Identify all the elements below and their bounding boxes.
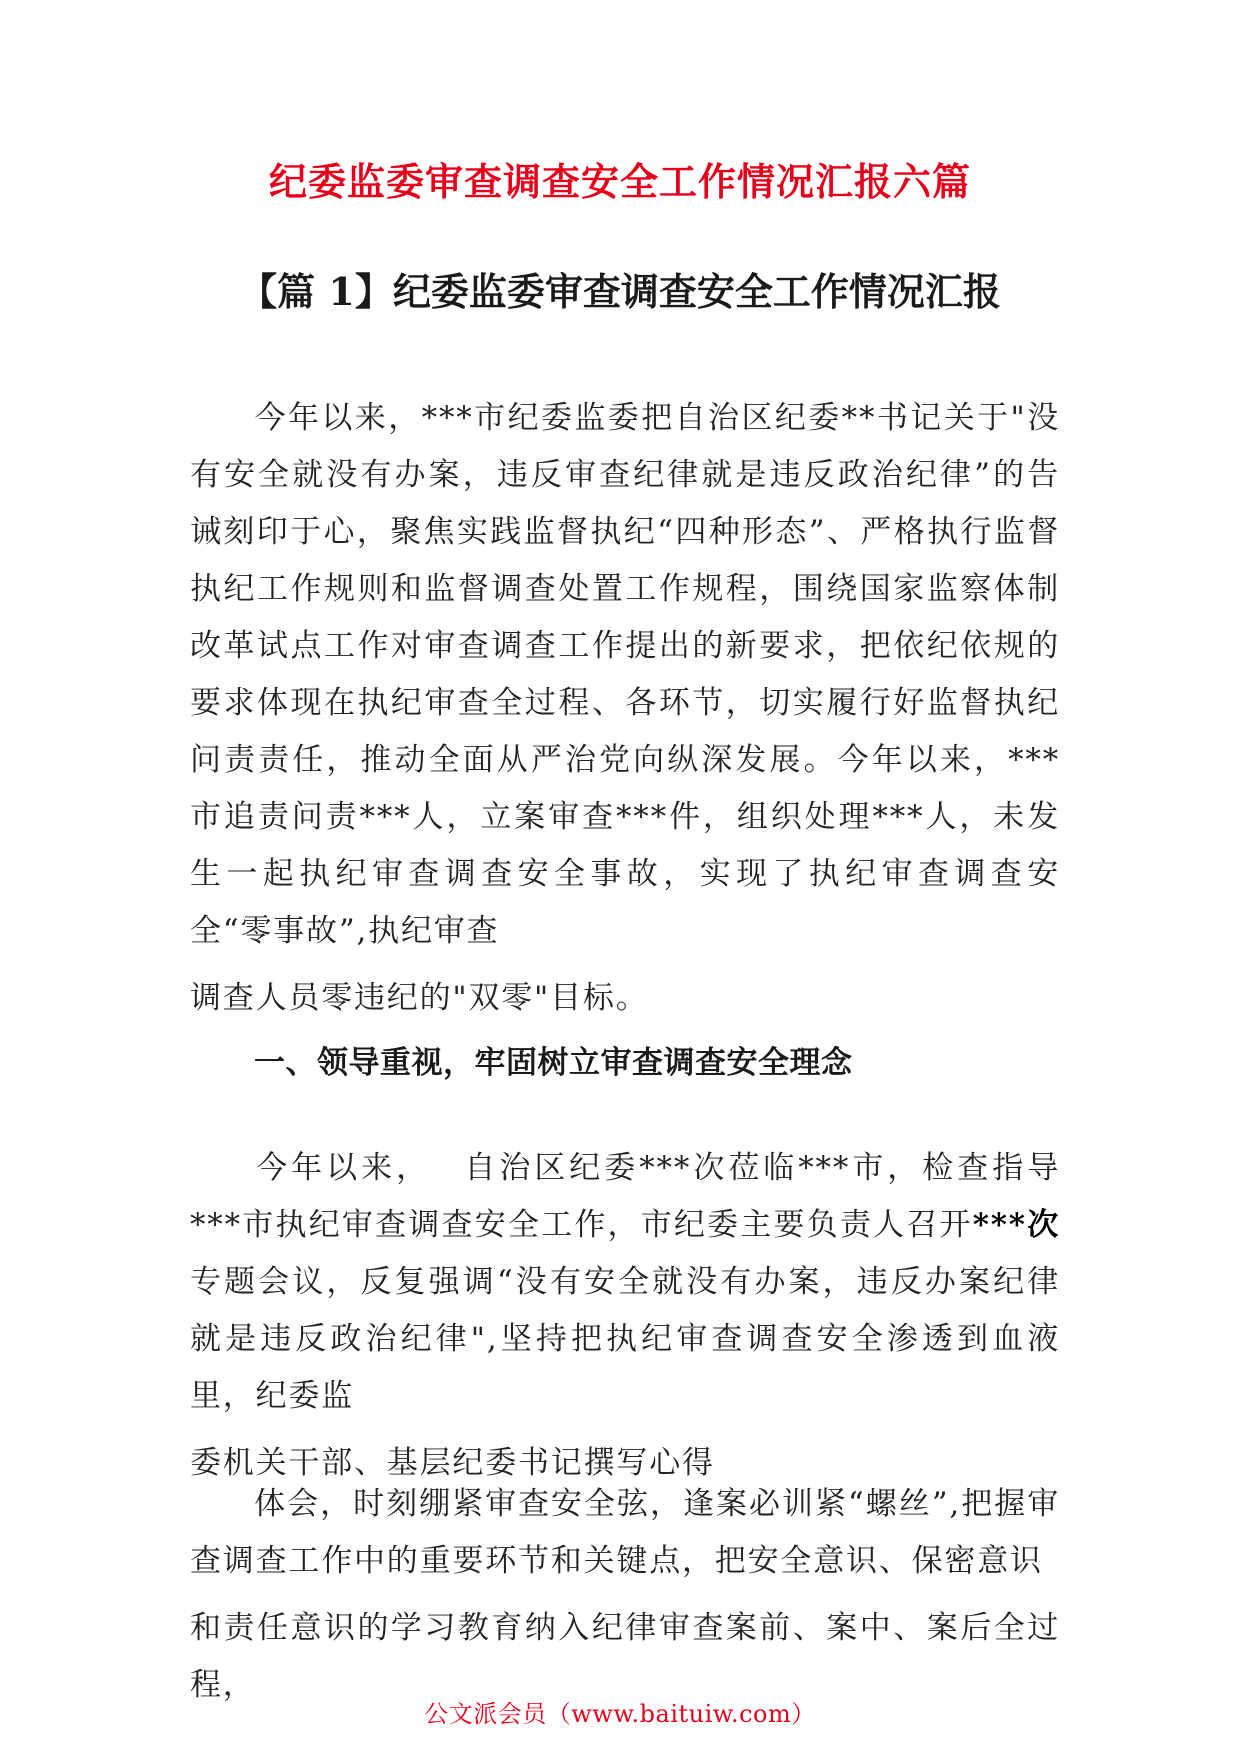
paragraph-leadership-bold: ***次 <box>972 1207 1061 1243</box>
paragraph-training-last-line: 和责任意识的学习教育纳入纪律审查案前、案中、案后全过程， <box>190 1610 1060 1703</box>
paragraph-intro-body: 今年以来，***市纪委监委把自治区纪委**书记关于"没有安全就没有办案，违反审查纪律就是违反政治纪律”的告诫刻印于心，聚焦实践监督执纪“四种形态”、严格执行监督执纪工作规则和监督调查处置工作规程，围绕国家监察体制改革试点工作对审查调查工作提出的新要求，把依纪依规的要求体现在执纪审查全过程、各环节，切实履行好监督执纪问责责任，推动全面从严治党向纵深发展。今年以来，***市追责问责***人，立案审查***件，组织处理***人，未发生一起执纪审查调查安全事故，实现了执纪审查调查安全“零事故”,执纪审查 <box>190 400 1060 949</box>
heading-leadership: 一、领导重视，牢固树立审查调查安全理念 <box>254 1045 853 1081</box>
paragraph-leadership <box>190 1140 1060 1492</box>
section-title: 【篇 1】纪委监委审查调查安全工作情况汇报 <box>239 269 1001 314</box>
paragraph-training-body: 体会，时刻绷紧审查安全弦，逢案必训紧“螺丝”,把握审查调查工作中的重要环节和关键点，把安全意识、保密意识 <box>190 1486 1060 1579</box>
paragraph-leadership-last-line: 委机关干部、基层纪委书记撰写心得 <box>190 1445 715 1481</box>
footer-watermark: 公文派会员（www.baituiw.com） <box>424 1700 816 1728</box>
paragraph-leadership-part-b: 专题会议，反复强调“没有安全就没有办案，违反办案纪律就是违反政治纪律",坚持把执纪审查调查安全渗透到血液里，纪委监 <box>190 1264 1060 1414</box>
paragraph-training <box>190 1476 1060 1714</box>
paragraph-intro <box>190 390 1060 1027</box>
document-title: 纪委监委审查调查安全工作情况汇报六篇 <box>268 159 971 204</box>
paragraph-leadership-part-a: 今年以来， 自治区纪委***次莅临***市，检查指导***市执纪审查调查安全工作，市纪委主要负责人召开 <box>190 1150 1060 1243</box>
paragraph-intro-last-line: 调查人员零违纪的"双零"目标。 <box>190 980 649 1016</box>
